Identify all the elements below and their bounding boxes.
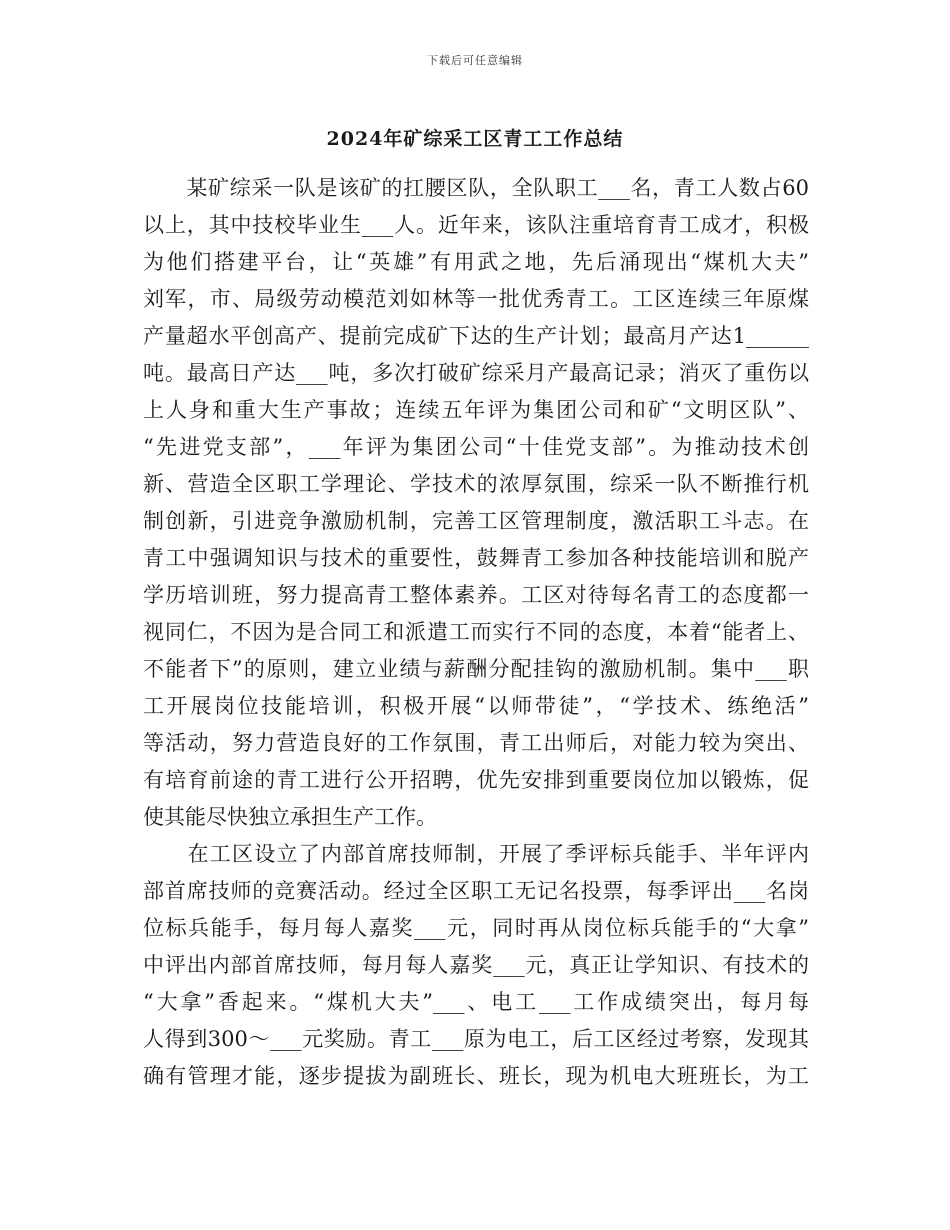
body-line: 位标兵能手，每月每人嘉奖___元，同时再从岗位标兵能手的“大拿”	[143, 916, 809, 940]
body-line: “先进党支部”，___年评为集团公司“十佳党支部”。为推动技术创	[143, 435, 809, 459]
body-line: 制创新，引进竞争激励机制，完善工区管理制度，激活职工斗志。在	[143, 509, 809, 533]
body-line: 在工区设立了内部首席技师制，开展了季评标兵能手、半年评内	[143, 842, 809, 866]
body-line: 青工中强调知识与技术的重要性，鼓舞青工参加各种技能培训和脱产	[143, 546, 809, 570]
body-line: 人得到300～___元奖励。青工___原为电工，后工区经过考察，发现其	[143, 1027, 809, 1051]
body-line: 新、营造全区职工学理论、学技术的浓厚氛围，综采一队不断推行机	[143, 472, 809, 496]
body-line: 为他们搭建平台，让“英雄”有用武之地，先后涌现出“煤机大夫”	[143, 250, 809, 274]
body-line: 中评出内部首席技师，每月每人嘉奖___元，真正让学知识、有技术的	[143, 953, 809, 977]
body-line: 上人身和重大生产事故；连续五年评为集团公司和矿“文明区队”、	[143, 398, 809, 422]
body-line: 吨。最高日产达___吨，多次打破矿综采月产最高记录；消灭了重伤以	[143, 361, 809, 385]
body-line: 等活动，努力营造良好的工作氛围，青工出师后，对能力较为突出、	[143, 731, 809, 755]
body-line: “大拿”香起来。“煤机大夫”___、电工___工作成绩突出，每月每	[143, 990, 809, 1014]
header-note: 下载后可任意编辑	[427, 54, 523, 67]
body-line: 有培育前途的青工进行公开招聘，优先安排到重要岗位加以锻炼，促	[143, 768, 809, 792]
body-line: 刘军，市、局级劳动模范刘如林等一批优秀青工。工区连续三年原煤	[143, 287, 809, 311]
body-line: 使其能尽快独立承担生产工作。	[143, 805, 437, 829]
body-line: 学历培训班，努力提高青工整体素养。工区对待每名青工的态度都一	[143, 583, 809, 607]
body-line: 视同仁，不因为是合同工和派遣工而实行不同的态度，本着“能者上、	[143, 620, 809, 644]
body-line: 产量超水平创高产、提前完成矿下达的生产计划；最高月产达1______	[143, 324, 809, 348]
body-line: 工开展岗位技能培训，积极开展“以师带徒”，“学技术、练绝活”	[143, 694, 809, 718]
body-line: 某矿综采一队是该矿的扛腰区队，全队职工___名，青工人数占60	[143, 176, 809, 200]
document-title: 2024年矿综采工区青工工作总结	[326, 128, 624, 150]
body-line: 不能者下”的原则，建立业绩与薪酬分配挂钩的激励机制。集中___职	[143, 657, 809, 681]
body-line: 部首席技师的竞赛活动。经过全区职工无记名投票，每季评出___名岗	[143, 879, 809, 903]
body-line: 确有管理才能，逐步提拔为副班长、班长，现为机电大班班长，为工	[143, 1064, 809, 1088]
body-line: 以上，其中技校毕业生___人。近年来，该队注重培育青工成才，积极	[143, 213, 809, 237]
